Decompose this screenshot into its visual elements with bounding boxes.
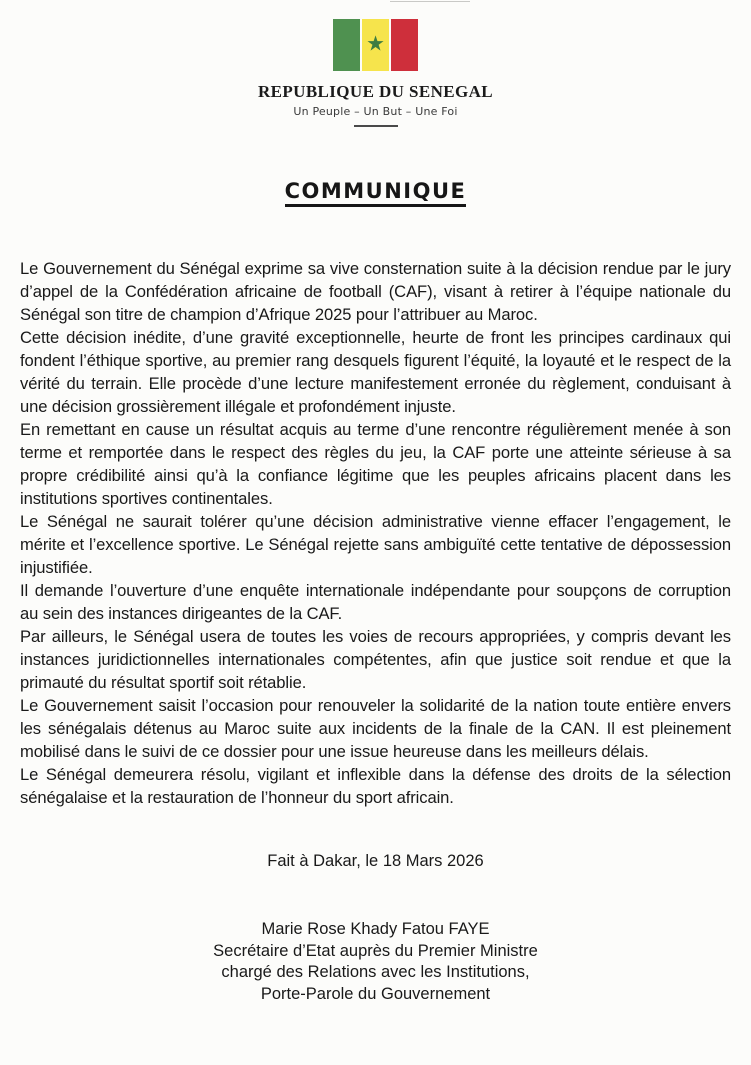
signature-role-line-3: Porte-Parole du Gouvernement (260, 984, 491, 1003)
flag-green-stripe (333, 19, 360, 71)
motto-divider (354, 125, 398, 127)
republic-title: REPUBLIQUE DU SENEGAL (257, 82, 494, 101)
flag-red-stripe (391, 19, 418, 71)
scan-artifact-line (390, 1, 470, 2)
paragraph-7: Le Gouvernement saisit l’occasion pour renouveler la solidarité de la nation toute entière envers les sénégalais détenus au Maroc suite aux incidents de la finale de la CAN. Il est pleinement mobilisé dans le suivi de ce dossier pour une issue heureuse dans les meilleurs délais. (20, 696, 731, 761)
signature-block (0, 919, 751, 1005)
star-icon: ★ (366, 31, 385, 56)
paragraph-8: Le Sénégal demeurera résolu, vigilant et inflexible dans la défense des droits de la sélection sénégalaise et la restauration de l’honneur du sport africain. (20, 765, 731, 807)
signature-role-line-2: chargé des Relations avec les Institutions, (221, 963, 530, 981)
document-header (0, 0, 751, 127)
signature-name: Marie Rose Khady Fatou FAYE (261, 920, 490, 938)
dateline: Fait à Dakar, le 18 Mars 2026 (267, 852, 484, 870)
paragraph-2: Cette décision inédite, d’une gravité exceptionnelle, heurte de front les principes cardinaux qui fondent l’éthique sportive, au premier rang desquels figurent l’équité, la loyauté et le respect de la vérité du terrain. Elle procède d’une lecture manifestement erronée du règlement, conduisant à une décision grossièrement illégale et profondément injuste. (20, 328, 731, 416)
paragraph-4: Le Sénégal ne saurait tolérer qu’une décision administrative vienne effacer l’engagement, le mérite et l’excellence sportive. Le Sénégal rejette sans ambiguïté cette tentative de dépossession injustifiée. (20, 512, 731, 577)
document-title-row (0, 168, 751, 207)
national-motto: Un Peuple – Un But – Une Foi (293, 105, 458, 118)
paragraph-5: Il demande l’ouverture d’une enquête internationale indépendante pour soupçons de corruption au sein des instances dirigeantes de la CAF. (20, 581, 731, 623)
signature-role-line-1: Secrétaire d’Etat auprès du Premier Ministre (213, 941, 538, 960)
paragraph-6: Par ailleurs, le Sénégal usera de toutes les voies de recours appropriées, y compris devant les instances juridictionnelles internationales compétentes, afin que justice soit rendue et que la primauté du résultat sportif soit rétablie. (20, 627, 731, 692)
communique-body (20, 257, 731, 809)
document-title: COMMUNIQUE (285, 179, 467, 207)
paragraph-3: En remettant en cause un résultat acquis au terme d’une rencontre régulièrement menée à son terme et remportée dans le respect des règles du jeu, la CAF porte une atteinte sérieuse à sa propre crédibilité ainsi qu’à la confiance légitime que les peuples africains placent dans les institutions sportives continentales. (20, 420, 731, 508)
paragraph-1: Le Gouvernement du Sénégal exprime sa vive consternation suite à la décision rendue par le jury d’appel de la Confédération africaine de football (CAF), visant à retirer à l’équipe nationale du Sénégal son titre de champion d’Afrique 2025 pour l’attribuer au Maroc. (20, 259, 731, 324)
flag-yellow-stripe (362, 19, 389, 71)
senegal-flag-icon (333, 19, 418, 71)
